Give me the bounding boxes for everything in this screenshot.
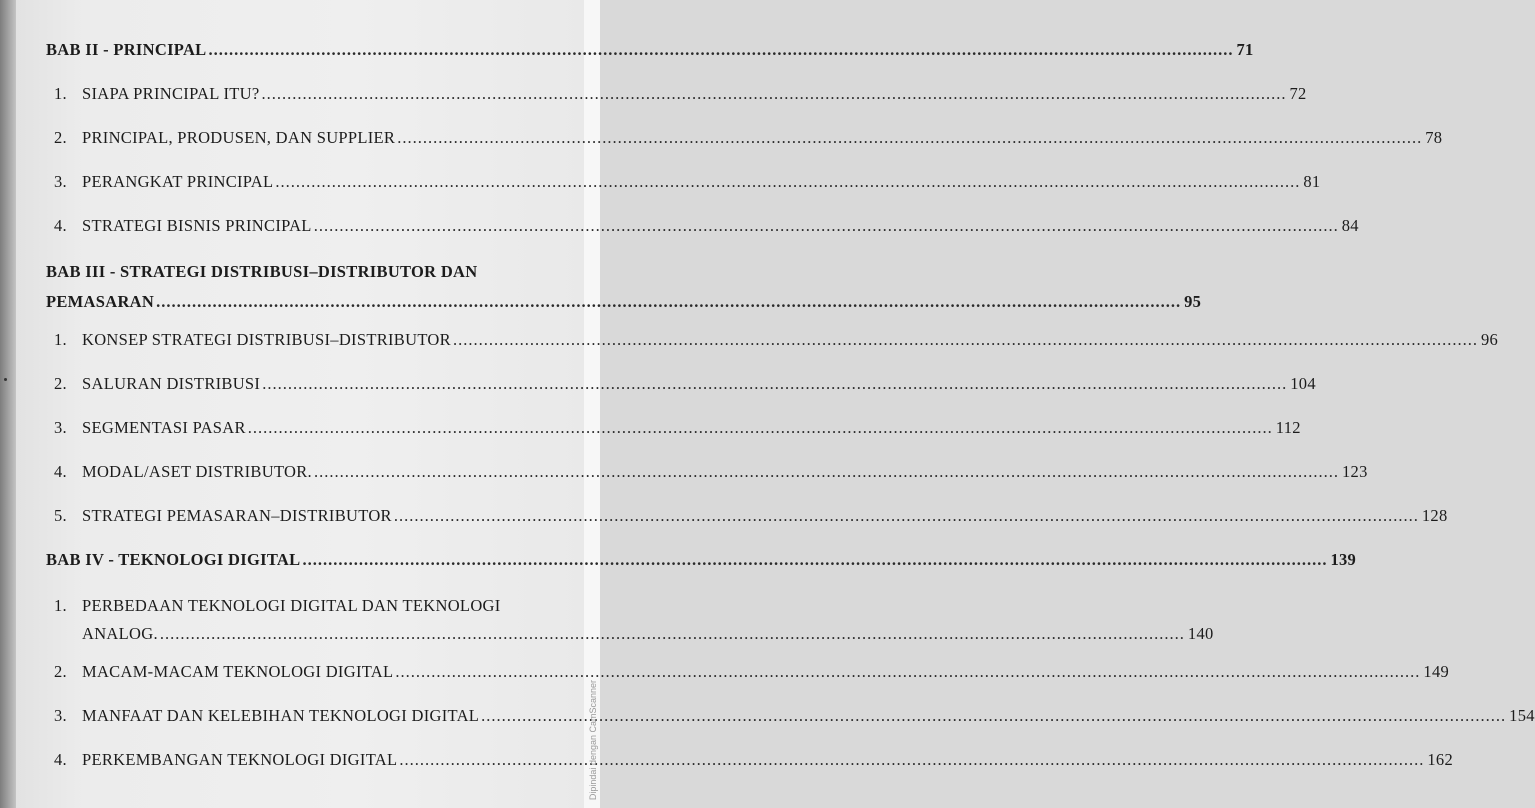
book-spine-shadow bbox=[0, 0, 16, 808]
leader-dots: ........................................................................................................................................................................................................ bbox=[481, 706, 1507, 725]
section-number: 4. bbox=[54, 462, 67, 481]
section-number: 4. bbox=[54, 750, 67, 769]
section-title: PERKEMBANGAN TEKNOLOGI DIGITAL bbox=[82, 750, 398, 769]
toc-chapter-row bbox=[46, 40, 1254, 60]
chapter-title: BAB IV - TEKNOLOGI DIGITAL bbox=[46, 550, 301, 569]
leader-dots: ........................................................................................................................................................................................................ bbox=[395, 662, 1421, 681]
page-number: 149 bbox=[1423, 662, 1450, 681]
toc-section-row bbox=[46, 330, 1499, 350]
toc-section-row bbox=[46, 462, 1368, 482]
section-number: 2. bbox=[54, 128, 67, 147]
section-title: MANFAAT DAN KELEBIHAN TEKNOLOGI DIGITAL bbox=[82, 706, 480, 725]
scanner-watermark: Dipindai dengan CamScanner bbox=[588, 680, 598, 801]
page-number: 140 bbox=[1187, 624, 1214, 643]
leader-dots: ........................................................................................................................................................................................................ bbox=[302, 550, 1328, 569]
chapter-title: PEMASARAN bbox=[46, 292, 155, 311]
toc-entry bbox=[46, 596, 1214, 644]
leader-dots: ........................................................................................................................................................................................................ bbox=[208, 40, 1234, 59]
book-page bbox=[16, 0, 584, 808]
leader-dots: ........................................................................................................................................................................................................ bbox=[262, 374, 1288, 393]
section-title-line1: PERBEDAAN TEKNOLOGI DIGITAL DAN TEKNOLOGI bbox=[82, 596, 501, 615]
page-number: 95 bbox=[1184, 292, 1202, 311]
section-number: 1. bbox=[54, 596, 67, 615]
page-number: 128 bbox=[1421, 506, 1448, 525]
section-title: ANALOG. bbox=[82, 624, 158, 643]
toc-entry bbox=[46, 706, 1535, 726]
section-number: 2. bbox=[54, 374, 67, 393]
toc-chapter-row bbox=[46, 550, 1357, 570]
section-title: STRATEGI BISNIS PRINCIPAL bbox=[82, 216, 312, 235]
page-number: 71 bbox=[1236, 40, 1254, 59]
toc-entry bbox=[46, 374, 1316, 394]
toc-entry bbox=[46, 462, 1368, 482]
section-title: MACAM-MACAM TEKNOLOGI DIGITAL bbox=[82, 662, 394, 681]
leader-dots: ........................................................................................................................................................................................................ bbox=[399, 750, 1425, 769]
toc-entry bbox=[46, 262, 1202, 312]
section-title: SEGMENTASI PASAR bbox=[82, 418, 246, 437]
section-title: KONSEP STRATEGI DISTRIBUSI–DISTRIBUTOR bbox=[82, 330, 451, 349]
section-title: STRATEGI PEMASARAN–DISTRIBUTOR bbox=[82, 506, 392, 525]
page-number: 123 bbox=[1341, 462, 1368, 481]
leader-dots: ........................................................................................................................................................................................................ bbox=[247, 418, 1273, 437]
section-title: SALURAN DISTRIBUSI bbox=[82, 374, 261, 393]
toc-section-row bbox=[46, 84, 1307, 104]
leader-dots: ........................................................................................................................................................................................................ bbox=[393, 506, 1419, 525]
toc-section-row bbox=[46, 662, 1450, 682]
toc-section-row bbox=[46, 216, 1359, 236]
leader-dots: ........................................................................................................................................................................................................ bbox=[159, 624, 1185, 643]
section-number: 4. bbox=[54, 216, 67, 235]
leader-dots: ........................................................................................................................................................................................................ bbox=[397, 128, 1423, 147]
toc-section-row bbox=[46, 374, 1316, 394]
page-number: 112 bbox=[1275, 418, 1301, 437]
section-number: 5. bbox=[54, 506, 67, 525]
leader-dots: ........................................................................................................................................................................................................ bbox=[156, 292, 1182, 311]
leader-dots: ........................................................................................................................................................................................................ bbox=[313, 462, 1339, 481]
section-title: PRINCIPAL, PRODUSEN, DAN SUPPLIER bbox=[82, 128, 396, 147]
page-number: 139 bbox=[1330, 550, 1357, 569]
page-number: 72 bbox=[1289, 84, 1307, 103]
page-number: 104 bbox=[1290, 374, 1316, 393]
toc-entry bbox=[46, 418, 1301, 438]
toc-entry bbox=[46, 750, 1454, 770]
toc-chapter-row bbox=[46, 292, 1202, 312]
toc-section-row bbox=[46, 624, 1214, 644]
page-number: 96 bbox=[1480, 330, 1499, 349]
leader-dots: ........................................................................................................................................................................................................ bbox=[313, 216, 1339, 235]
section-number: 1. bbox=[54, 330, 67, 349]
section-title: SIAPA PRINCIPAL ITU? bbox=[82, 84, 260, 103]
toc-entry bbox=[46, 662, 1450, 682]
toc-entry bbox=[46, 506, 1448, 526]
page-number: 81 bbox=[1303, 172, 1321, 191]
toc-entry bbox=[46, 550, 1357, 570]
toc-entry bbox=[46, 40, 1254, 60]
section-number: 3. bbox=[54, 172, 67, 191]
section-title: MODAL/ASET DISTRIBUTOR. bbox=[82, 462, 312, 481]
toc-section-row bbox=[46, 506, 1448, 526]
toc-section-row bbox=[46, 128, 1443, 148]
chapter-title-line1: BAB III - STRATEGI DISTRIBUSI–DISTRIBUTOR DAN bbox=[46, 262, 478, 281]
toc-entry bbox=[46, 172, 1321, 192]
section-number: 1. bbox=[54, 84, 67, 103]
section-number: 3. bbox=[54, 418, 67, 437]
toc-entry bbox=[46, 216, 1359, 236]
page-number: 162 bbox=[1427, 750, 1454, 769]
scan-speck bbox=[4, 378, 7, 381]
page-number: 84 bbox=[1341, 216, 1359, 235]
section-title: PERANGKAT PRINCIPAL bbox=[82, 172, 274, 191]
toc-entry bbox=[46, 330, 1499, 350]
toc-section-row bbox=[46, 706, 1535, 726]
leader-dots: ........................................................................................................................................................................................................ bbox=[261, 84, 1287, 103]
toc-section-row bbox=[46, 418, 1301, 438]
page-number: 154 bbox=[1509, 706, 1535, 725]
section-number: 2. bbox=[54, 662, 67, 681]
chapter-title: BAB II - PRINCIPAL bbox=[46, 40, 207, 59]
toc-entry bbox=[46, 84, 1307, 104]
page-number: 78 bbox=[1425, 128, 1443, 147]
leader-dots: ........................................................................................................................................................................................................ bbox=[275, 172, 1301, 191]
toc-section-row bbox=[46, 750, 1454, 770]
toc-entry bbox=[46, 128, 1443, 148]
leader-dots: ........................................................................................................................................................................................................ bbox=[452, 330, 1478, 349]
toc-section-row bbox=[46, 172, 1321, 192]
section-title-line1-row bbox=[46, 596, 542, 616]
section-number: 3. bbox=[54, 706, 67, 725]
